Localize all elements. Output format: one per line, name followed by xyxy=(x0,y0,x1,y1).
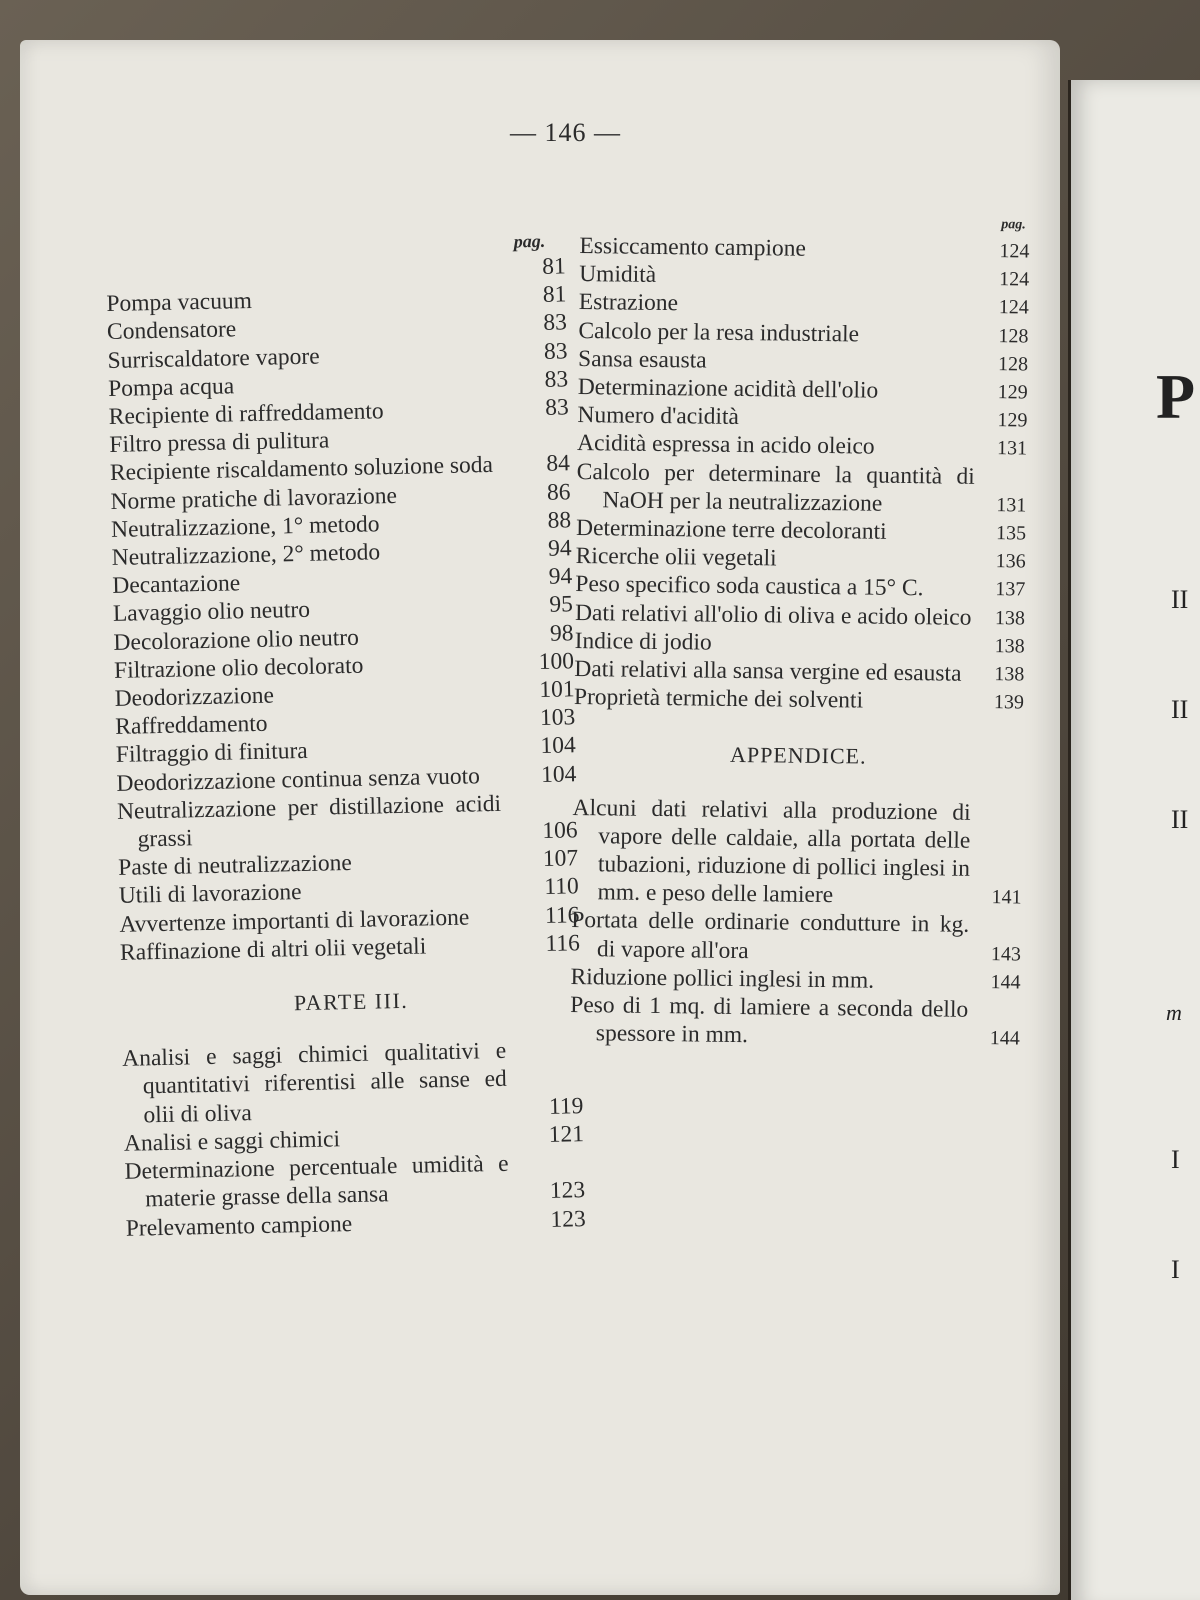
entry-title: Recipiente di raffreddamento xyxy=(108,398,384,430)
entry-page-number: 129 xyxy=(997,381,1028,404)
entry-title: Pompa acqua xyxy=(107,373,235,402)
adjacent-page xyxy=(1068,80,1200,1600)
entry-page-number: 137 xyxy=(995,578,1026,601)
index-entry xyxy=(571,906,1022,968)
pag-label: pag. xyxy=(1001,217,1026,233)
adjacent-page-letter: I xyxy=(1171,1145,1180,1174)
entry-page-number: 119 xyxy=(548,1092,584,1120)
entry-page-number: 83 xyxy=(543,309,568,337)
entry-title: Umidità xyxy=(579,261,657,289)
adjacent-page-letter: I xyxy=(1171,1255,1180,1284)
entry-title: Acidità espressa in acido oleico xyxy=(576,430,875,461)
entry-page-number: 94 xyxy=(547,535,572,562)
entry-title: Neutralizzazione per distillazione acidi grassi xyxy=(116,790,502,853)
section-entries-right xyxy=(570,794,1023,1053)
entry-title: Portata delle ordinarie condutture in kg. di vapore all'ora xyxy=(571,907,970,964)
section-title-appendice: APPENDICE. xyxy=(729,742,867,769)
entry-page-number: 139 xyxy=(993,691,1025,714)
entry-title: Sansa esausta xyxy=(577,345,707,374)
entry-page-number: 143 xyxy=(990,942,1022,966)
entry-title: Dati relativi all'olio di oliva e acido oleico xyxy=(574,599,972,631)
entry-page-number: 95 xyxy=(549,591,574,619)
entry-title: Determinazione percentuale umidità e materie grasse della sansa xyxy=(124,1150,509,1213)
entry-title: Pompa vacuum xyxy=(106,288,253,318)
entry-page-number: 128 xyxy=(997,352,1029,376)
entry-title: Utili di lavorazione xyxy=(118,879,302,910)
entry-page-number: 104 xyxy=(540,732,577,760)
entry-title: Decolorazione olio neutro xyxy=(113,624,360,656)
entry-page-number: 131 xyxy=(996,493,1027,517)
entry-page-number: 124 xyxy=(999,240,1030,263)
entry-title: Filtraggio di finitura xyxy=(115,738,308,769)
entry-title: Norme pratiche di lavorazione xyxy=(110,482,398,515)
entry-page-number: 138 xyxy=(994,663,1025,686)
entry-page-number: 98 xyxy=(549,619,574,647)
entry-title: Analisi e saggi chimici xyxy=(123,1126,341,1157)
entry-title: Deodorizzazione xyxy=(114,682,275,712)
entry-title: Peso specifico soda caustica a 15° C. xyxy=(575,571,924,602)
entry-page-number: 128 xyxy=(998,324,1029,348)
index-entry xyxy=(574,683,1024,717)
entry-page-number: 124 xyxy=(999,268,1030,291)
page-number: — 146 — xyxy=(510,118,621,147)
entry-page-number: 141 xyxy=(991,886,1022,909)
entry-title: Avvertenze importanti di lavorazione xyxy=(119,904,470,938)
entry-page-number: 88 xyxy=(547,507,572,534)
index-column-left xyxy=(105,226,586,1242)
index-entry xyxy=(576,458,1027,520)
entry-title: Determinazione terre decoloranti xyxy=(575,515,887,545)
adjacent-page-letter: m xyxy=(1166,1000,1182,1025)
entry-title: Neutralizzazione, 1° metodo xyxy=(110,511,380,543)
entry-title: Calcolo per determinare la quantità di NaOH per la neutralizzazione xyxy=(576,458,975,517)
entry-page-number: 84 xyxy=(546,450,571,478)
entry-title: Surriscaldatore vapore xyxy=(107,343,320,374)
entry-title: Raffinazione di altri olii vegetali xyxy=(119,933,427,966)
entry-page-number: 104 xyxy=(540,760,577,788)
entry-title: Numero d'acidità xyxy=(577,402,740,431)
entry-title: Proprietà termiche dei solventi xyxy=(573,684,864,714)
entry-page-number: 123 xyxy=(549,1177,586,1205)
index-entries-right xyxy=(574,232,1030,717)
entry-title: Ricerche olii vegetali xyxy=(575,543,777,572)
entry-page-number: 81 xyxy=(541,253,567,280)
entry-title: Estrazione xyxy=(578,289,679,317)
entry-page-number: 100 xyxy=(538,648,575,675)
entry-page-number: 106 xyxy=(542,817,578,845)
entry-page-number: 107 xyxy=(542,845,579,873)
entry-page-number: 131 xyxy=(996,437,1028,460)
entry-page-number: 116 xyxy=(544,901,580,929)
entry-title: Prelevamento campione xyxy=(125,1210,353,1242)
entry-page-number: 124 xyxy=(998,296,1029,319)
index-entry xyxy=(124,1148,585,1214)
entry-title: Peso di 1 mq. di lamiere a seconda dello spessore in mm. xyxy=(570,992,969,1049)
section-title-parte-iii: PARTE III. xyxy=(293,987,409,1016)
entry-page-number: 135 xyxy=(995,522,1027,545)
index-column-right xyxy=(570,206,1030,1053)
entry-page-number: 138 xyxy=(994,634,1025,658)
adjacent-page-letter: II xyxy=(1171,585,1189,614)
entry-title: Filtro pressa di pulitura xyxy=(109,427,330,459)
section-entries-left xyxy=(122,1035,586,1242)
entry-page-number: 123 xyxy=(550,1205,586,1233)
entry-title: Dati relativi alla sansa vergine ed esausta xyxy=(574,656,962,687)
entry-page-number: 83 xyxy=(543,337,568,365)
entry-title: Filtrazione olio decolorato xyxy=(113,652,364,684)
entry-title: Calcolo per la resa industriale xyxy=(578,317,860,348)
index-entry xyxy=(571,794,1022,912)
entry-page-number: 83 xyxy=(544,394,569,421)
entry-title: Paste di neutralizzazione xyxy=(117,850,353,882)
entry-title: Condensatore xyxy=(106,316,237,346)
entry-page-number: 110 xyxy=(544,873,580,901)
entry-title: Essiccamento campione xyxy=(579,232,807,262)
entry-title: Deodorizzazione continua senza vuoto xyxy=(116,762,481,797)
index-page xyxy=(20,40,1060,1595)
entry-title: Determinazione acidità dell'olio xyxy=(577,374,879,404)
index-entry xyxy=(570,991,1021,1053)
entry-title: Raffreddamento xyxy=(115,710,268,741)
entry-page-number: 138 xyxy=(994,606,1026,630)
entry-page-number: 94 xyxy=(548,563,573,591)
entry-page-number: 144 xyxy=(990,970,1021,994)
entry-title: Decantazione xyxy=(112,570,241,600)
entry-page-number: 86 xyxy=(546,478,571,506)
adjacent-page-letter: II xyxy=(1171,695,1189,724)
index-entry xyxy=(117,788,578,854)
entry-title: Lavaggio olio neutro xyxy=(112,597,311,628)
entry-title: Alcuni dati relativi alla produzione di vapore delle caldaie, alla portata delle tubazioni, riduzione di pollici inglesi in mm. e peso delle lamiere xyxy=(572,794,971,909)
index-entry xyxy=(122,1035,584,1129)
index-entries-left xyxy=(106,252,581,967)
entry-page-number: 81 xyxy=(542,281,567,309)
entry-title: Recipiente riscaldamento soluzione soda xyxy=(109,452,494,487)
adjacent-page-letter: II xyxy=(1171,805,1189,834)
entry-page-number: 101 xyxy=(539,676,575,704)
entry-title: Neutralizzazione, 2° metodo xyxy=(111,539,381,571)
entry-title: Analisi e saggi chimici qualitativi e quantitativi riferentisi alle sanse ed olii di oliva xyxy=(121,1038,508,1129)
entry-page-number: 136 xyxy=(995,550,1026,573)
adjacent-page-letter: P xyxy=(1156,361,1196,432)
pag-label: pag. xyxy=(513,230,546,252)
entry-title: Riduzione pollici inglesi in mm. xyxy=(570,963,875,994)
entry-page-number: 121 xyxy=(548,1121,585,1148)
entry-page-number: 129 xyxy=(997,409,1028,432)
entry-page-number: 103 xyxy=(539,704,576,732)
entry-title: Indice di jodio xyxy=(574,627,712,656)
entry-page-number: 116 xyxy=(545,930,581,957)
entry-page-number: 83 xyxy=(544,366,569,393)
entry-page-number: 144 xyxy=(989,1027,1020,1050)
